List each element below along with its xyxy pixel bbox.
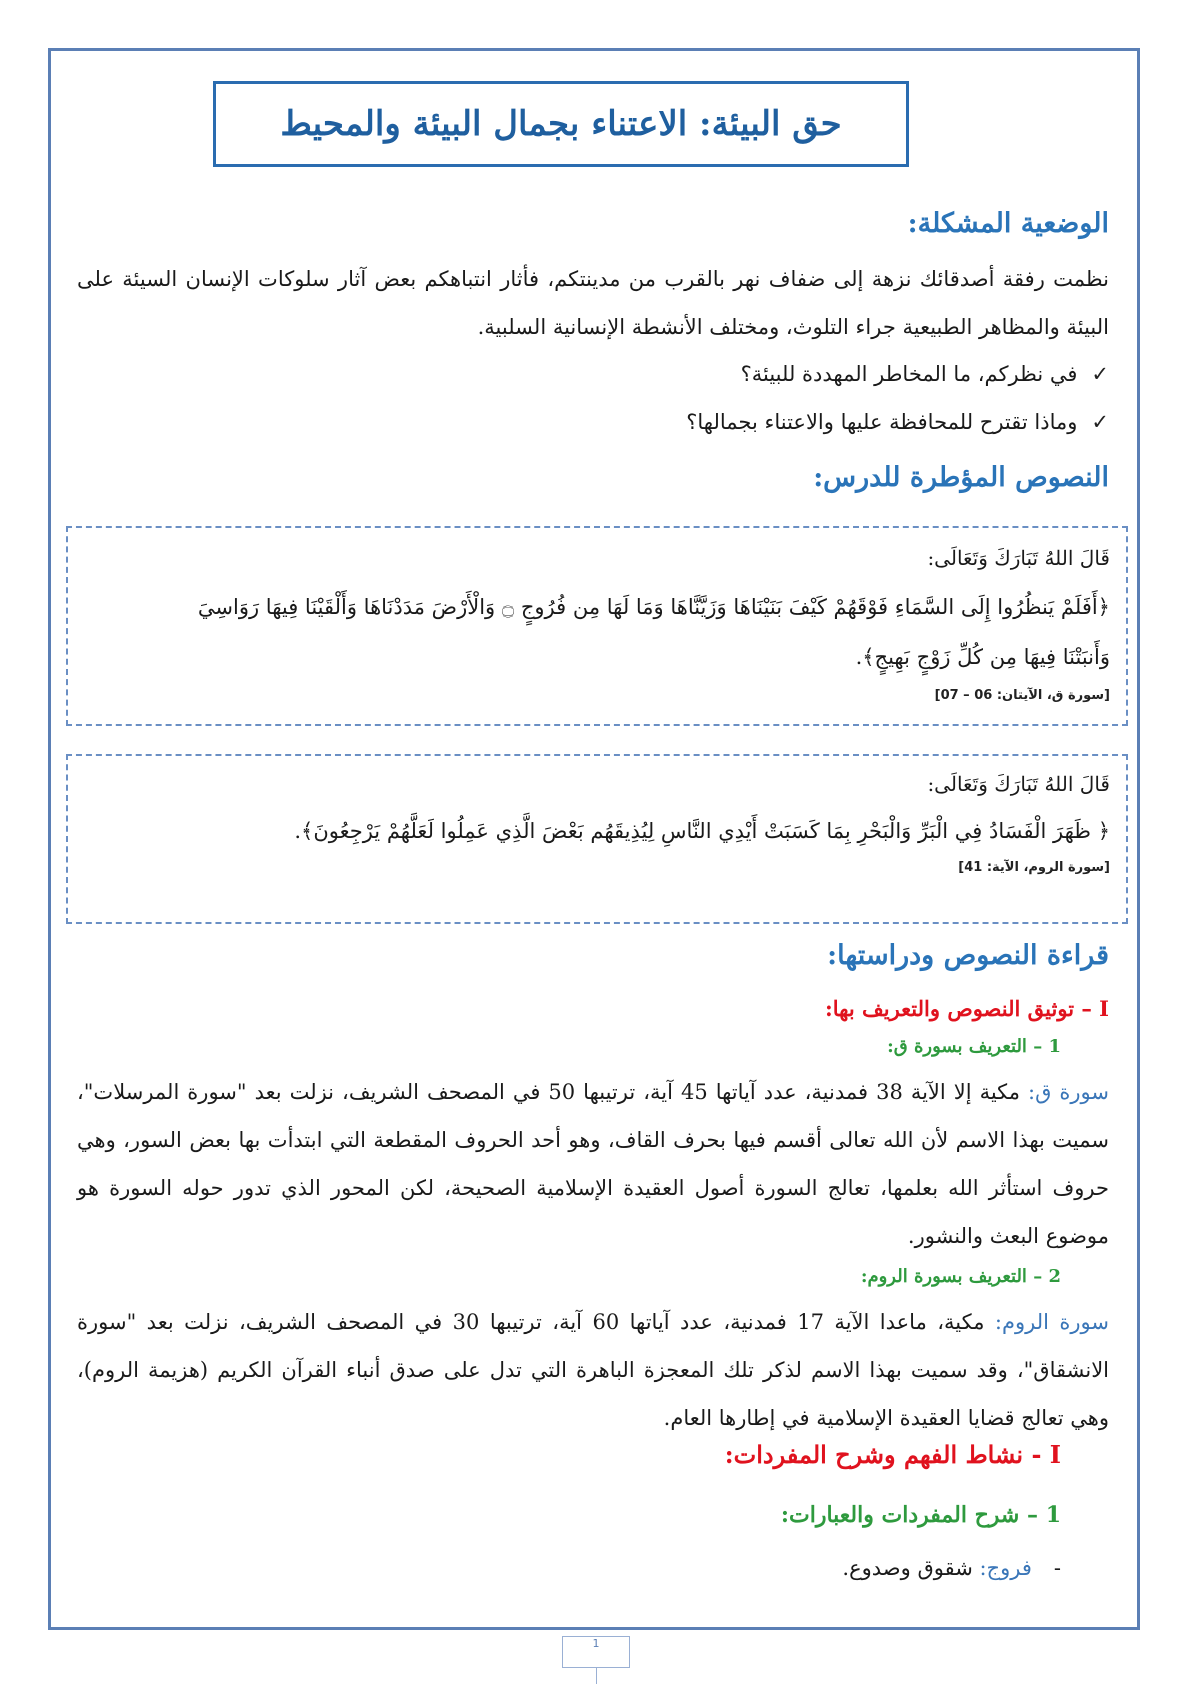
section-1-heading: I – توثيق النصوص والتعريف بها: [825,996,1109,1021]
surah-rum-label: سورة الروم: [994,1310,1109,1334]
verse-box-1 [66,526,1128,726]
question-text-1: في نظركم، ما المخاطر المهددة للبيئة؟ [740,362,1078,386]
question-item-1 [209,362,1109,386]
verse-1-line-1: ﴿أَفَلَمْ يَنظُرُوا إِلَى السَّمَاءِ فَوْقَهُمْ كَيْفَ بَنَيْنَاهَا وَزَيَّنَّاهَا وَمَا لَهَا مِن فُرُوجٍ ۝ وَالْأَرْضَ مَدَدْنَاهَا وَأَلْقَيْنَا فِيهَا رَوَاسِيَ [197,595,1110,619]
question-text-2: وماذا تقترح للمحافظة عليها والاعتناء بجمالها؟ [686,410,1078,434]
texts-heading: النصوص المؤطرة للدرس: [813,462,1109,493]
question-item-2 [209,410,1109,434]
page-number: 1 [592,1637,600,1650]
subsection-2-heading: 2 – التعريف بسورة الروم: [860,1266,1061,1287]
footer-connector [596,1668,597,1684]
check-icon: ✓ [1091,410,1109,434]
problem-heading: الوضعية المشكلة: [907,208,1109,239]
vocab-heading: 1 – شرح المفردات والعبارات: [780,1502,1061,1528]
surah-rum-text: مكية، ماعدا الآية 17 فمدنية، عدد آياتها 60 آية، ترتيبها 30 في المصحف الشريف، نزلت بعد "سورة الانشقاق"، وقد سميت بهذا الاسم لذكر تلك المعجزة الباهرة التي تدل على صدق أنباء القرآن الكريم (هزيمة الروم)، وهي تعالج قضايا العقيدة الإسلامية في إطارها العام. [77,1310,1109,1430]
surah-qaf-paragraph [77,1068,1109,1260]
verse-box-2 [66,754,1128,924]
verse-intro-1: قَالَ اللهُ تَبَارَكَ وَتَعَالَى: [927,546,1110,570]
vocab-definition: شقوق وصدوع. [842,1556,980,1580]
title-box [213,81,909,167]
vocab-item [201,1556,1061,1580]
page-title: حق البيئة: الاعتناء بجمال البيئة والمحيط [280,104,842,144]
section-2-heading: I - نشاط الفهم وشرح المفردات: [724,1440,1061,1469]
page-number-box [562,1636,630,1668]
vocab-term: فروج: [979,1556,1032,1580]
check-icon: ✓ [1091,362,1109,386]
verse-2-text: ﴿ ظَهَرَ الْفَسَادُ فِي الْبَرِّ وَالْبَحْرِ بِمَا كَسَبَتْ أَيْدِي النَّاسِ لِيُذِيقَهُم بَعْضَ الَّذِي عَمِلُوا لَعَلَّهُمْ يَرْجِعُونَ﴾. [294,819,1110,843]
vocab-dash: - [1053,1556,1061,1580]
verse-1-line-2: وَأَنبَتْنَا فِيهَا مِن كُلِّ زَوْجٍ بَهِيجٍ﴾. [855,645,1110,669]
verse-2-reference: [سورة الروم، الآية: 41] [958,860,1110,875]
verse-intro-2: قَالَ اللهُ تَبَارَكَ وَتَعَالَى: [927,772,1110,796]
problem-paragraph: نظمت رفقة أصدقائك نزهة إلى ضفاف نهر بالقرب من مدينتكم، فأثار انتباهكم بعض آثار سلوكات الإنسان السيئة على البيئة والمظاهر الطبيعية جراء التلوث، ومختلف الأنشطة الإنسانية السلبية. [77,267,1109,339]
surah-rum-paragraph [77,1298,1109,1442]
subsection-1-heading: 1 – التعريف بسورة ق: [887,1036,1061,1057]
reading-heading: قراءة النصوص ودراستها: [827,940,1109,971]
verse-1-reference: [سورة ق، الآيتان: 06 – 07] [934,688,1110,703]
surah-qaf-text: مكية إلا الآية 38 فمدنية، عدد آياتها 45 آية، ترتيبها 50 في المصحف الشريف، نزلت بعد "سورة المرسلات"، سميت بهذا الاسم لأن الله تعالى أقسم فيها بحرف القاف، وهو أحد الحروف المقطعة التي ابتدأت بها بعض السور، وهي حروف استأثر الله بعلمها، تعالج السورة أصول العقيدة الإسلامية الصحيحة، لكن المحور الذي تدور حوله السورة هو موضوع البعث والنشور. [77,1080,1109,1248]
surah-qaf-label: سورة ق: [1028,1080,1110,1104]
